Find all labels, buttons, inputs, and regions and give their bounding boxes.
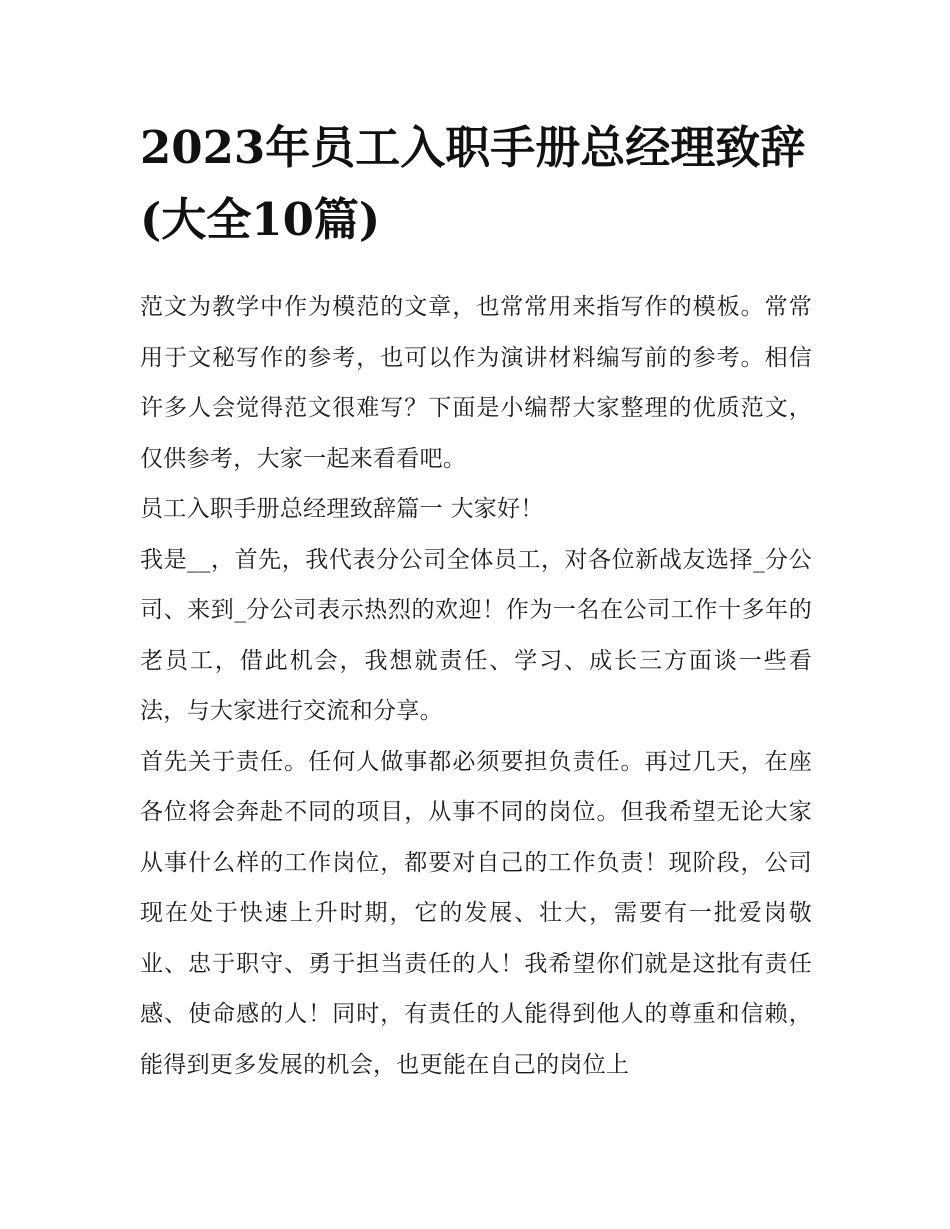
document-body xyxy=(140,282,812,1090)
document-page xyxy=(140,112,812,1090)
paragraph-intro: 范文为教学中作为模范的文章，也常常用来指写作的模板。常常用于文秘写作的参考，也可以作为演讲材料编写前的参考。相信许多人会觉得范文很难写？下面是小编帮大家整理的优质范文，仅供参考，大家一起来看看吧。 xyxy=(140,294,812,472)
document-title: 2023年员工入职手册总经理致辞(大全10篇) xyxy=(140,121,806,246)
paragraph-welcome: 我是__，首先，我代表分公司全体员工，对各位新战友选择_分公司、来到_分公司表示热烈的欢迎！作为一名在公司工作十多年的老员工，借此机会，我想就责任、学习、成长三方面谈一些看法，与大家进行交流和分享。 xyxy=(140,546,812,724)
paragraph-responsibility: 首先关于责任。任何人做事都必须要担负责任。再过几天，在座各位将会奔赴不同的项目，从事不同的岗位。但我希望无论大家从事什么样的工作岗位，都要对自己的工作负责！现阶段，公司现在处于快速上升时期，它的发展、壮大，需要有一批爱岗敬业、忠于职守、勇于担当责任的人！我希望你们就是这批有责任感、使命感的人！同时，有责任的人能得到他人的尊重和信赖，能得到更多发展的机会，也更能在自己的岗位上 xyxy=(140,748,812,1078)
paragraph-section-heading: 员工入职手册总经理致辞篇一 大家好！ xyxy=(140,496,544,522)
